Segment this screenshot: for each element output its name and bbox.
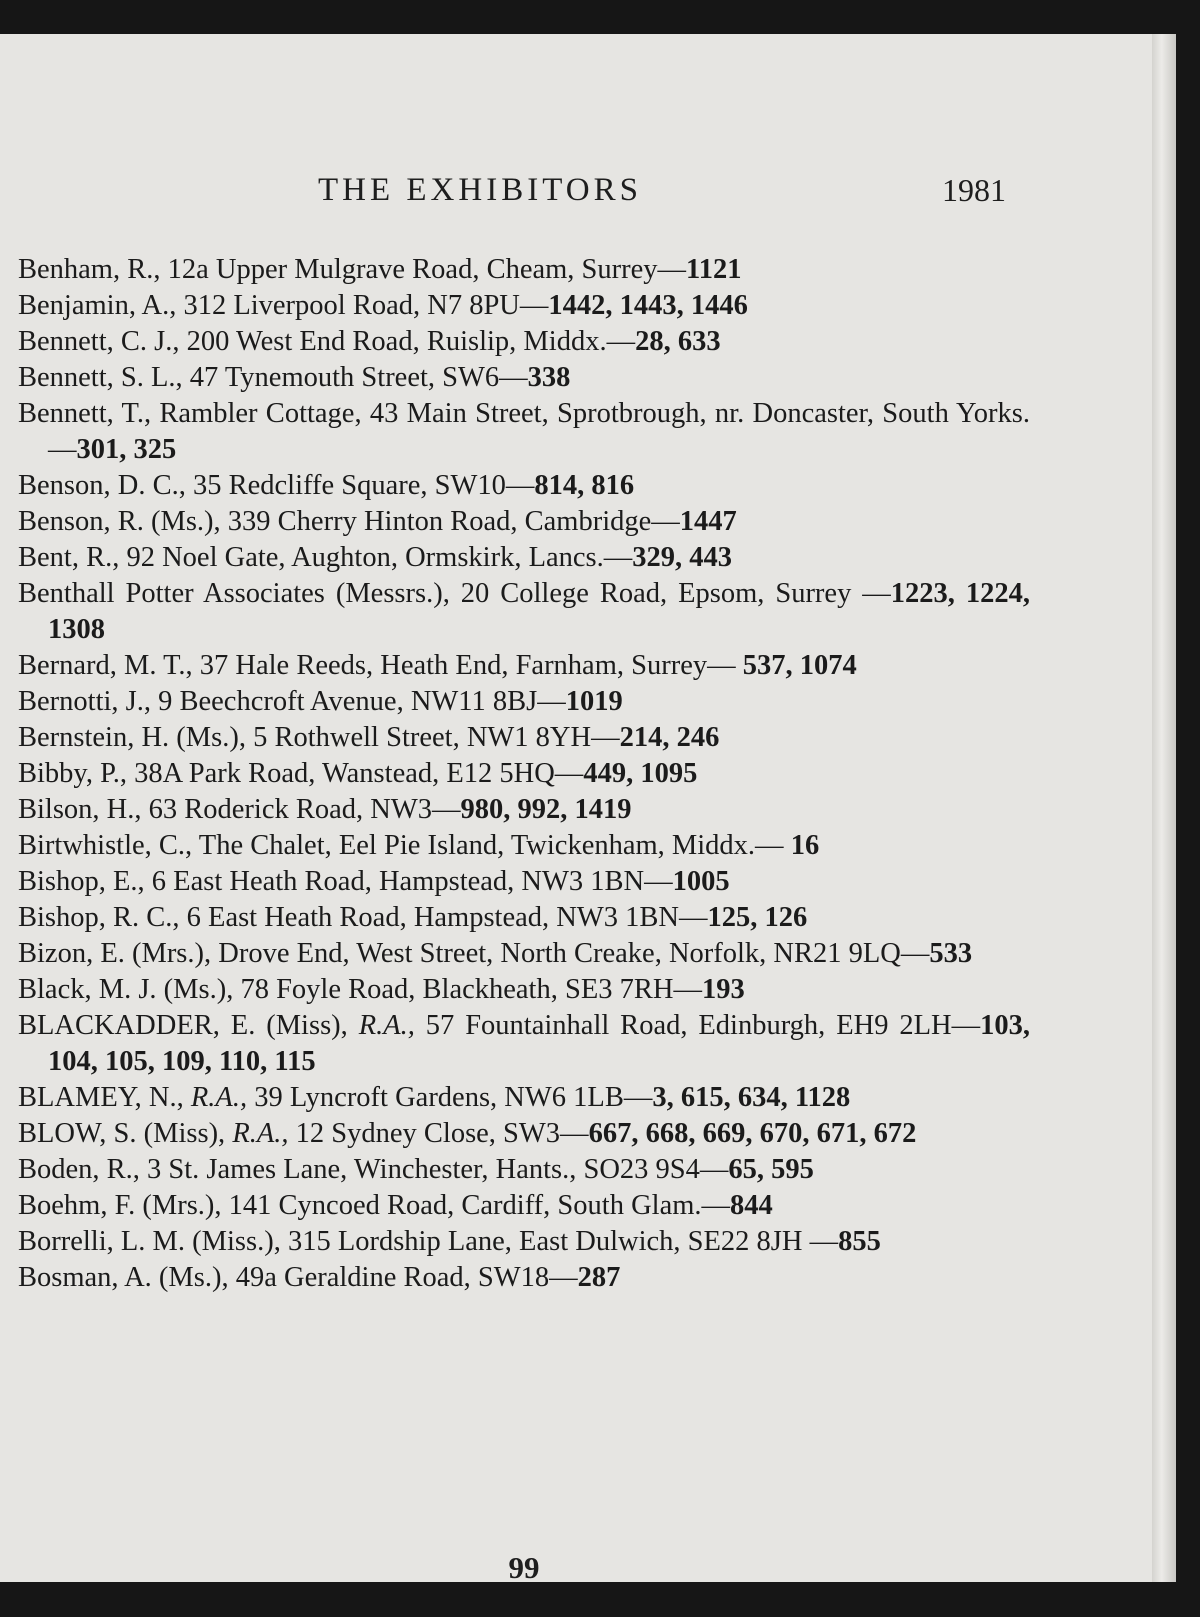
catalogue-numbers: 667, 668, 669, 670, 671, 672	[588, 1118, 917, 1149]
exhibitor-entry: Benham, R., 12a Upper Mulgrave Road, Cheam, Surrey—1121	[18, 254, 742, 285]
catalogue-numbers: 65, 595	[728, 1154, 814, 1185]
catalogue-numbers: 103, 104, 105, 109, 110, 115	[48, 1010, 1030, 1077]
exhibitor-entry: Benson, R. (Ms.), 339 Cherry Hinton Road, Cambridge—1447	[18, 506, 737, 537]
exhibitor-entry: Bilson, H., 63 Roderick Road, NW3—980, 992, 1419	[18, 794, 632, 825]
running-title: THE EXHIBITORS	[318, 172, 642, 208]
exhibitor-entry: Bishop, E., 6 East Heath Road, Hampstead, NW3 1BN—1005	[18, 866, 730, 897]
exhibitor-entry: Borrelli, L. M. (Miss.), 315 Lordship Lane, East Dulwich, SE22 8JH —855	[18, 1226, 881, 1257]
exhibitor-entry-academician: BLAMEY, N., R.A., 39 Lyncroft Gardens, NW6 1LB—3, 615, 634, 1128	[18, 1082, 851, 1113]
catalogue-numbers: 1121	[686, 254, 742, 285]
exhibitor-entry: Boehm, F. (Mrs.), 141 Cyncoed Road, Cardiff, South Glam.—844	[18, 1190, 773, 1221]
book-page	[0, 34, 1152, 1585]
exhibitor-entry: Bernotti, J., 9 Beechcroft Avenue, NW11 8BJ—1019	[18, 686, 623, 717]
catalogue-numbers: 338	[527, 362, 571, 393]
honour-designation: R.A.,	[358, 1010, 415, 1041]
catalogue-numbers: 1019	[565, 686, 623, 717]
page-header	[0, 172, 1152, 212]
catalogue-numbers: 28, 633	[635, 326, 721, 357]
exhibitor-entry: Bernard, M. T., 37 Hale Reeds, Heath End, Farnham, Surrey— 537, 1074	[18, 650, 857, 681]
catalogue-numbers: 814, 816	[534, 470, 635, 501]
honour-designation: R.A.,	[232, 1118, 289, 1149]
catalogue-numbers: 855	[838, 1226, 881, 1257]
catalogue-numbers: 980, 992, 1419	[460, 794, 632, 825]
exhibitor-entry: Bernstein, H. (Ms.), 5 Rothwell Street, NW1 8YH—214, 246	[18, 722, 720, 753]
catalogue-numbers: 1223, 1224, 1308	[48, 578, 1031, 645]
exhibitor-entry: Bennett, C. J., 200 West End Road, Ruislip, Middx.—28, 633	[18, 326, 721, 357]
exhibitor-entry: Bennett, S. L., 47 Tynemouth Street, SW6—338	[18, 362, 571, 393]
page-edge	[1152, 34, 1176, 1582]
exhibitor-entry: Birtwhistle, C., The Chalet, Eel Pie Island, Twickenham, Middx.— 16	[18, 830, 820, 861]
catalogue-numbers: 214, 246	[619, 722, 720, 753]
year-label: 1981	[942, 172, 1006, 208]
exhibitor-entry: Benson, D. C., 35 Redcliffe Square, SW10—814, 816	[18, 470, 635, 501]
exhibitor-list	[18, 252, 1030, 1296]
catalogue-numbers: 329, 443	[632, 542, 733, 573]
exhibitor-entry: Bennett, T., Rambler Cottage, 43 Main Street, Sprotbrough, nr. Doncaster, South Yorks.—301, 325	[18, 398, 1030, 465]
catalogue-numbers: 1442, 1443, 1446	[548, 290, 748, 321]
catalogue-numbers: 193	[701, 974, 745, 1005]
exhibitor-entry: Bizon, E. (Mrs.), Drove End, West Street, North Creake, Norfolk, NR21 9LQ—533	[18, 938, 973, 969]
exhibitor-entry-academician: BLOW, S. (Miss), R.A., 12 Sydney Close, SW3—667, 668, 669, 670, 671, 672	[18, 1118, 917, 1149]
catalogue-numbers: 301, 325	[76, 434, 177, 465]
exhibitor-entry: Bent, R., 92 Noel Gate, Aughton, Ormskirk, Lancs.—329, 443	[18, 542, 733, 573]
catalogue-numbers: 125, 126	[707, 902, 808, 933]
exhibitor-entry: Bibby, P., 38A Park Road, Wanstead, E12 5HQ—449, 1095	[18, 758, 698, 789]
catalogue-numbers: 844	[730, 1190, 773, 1221]
exhibitor-entry: Benthall Potter Associates (Messrs.), 20 College Road, Epsom, Surrey —1223, 1224, 1308	[18, 578, 1031, 645]
catalogue-numbers: 449, 1095	[583, 758, 698, 789]
exhibitor-entry: Bishop, R. C., 6 East Heath Road, Hampstead, NW3 1BN—125, 126	[18, 902, 808, 933]
exhibitor-entry: Black, M. J. (Ms.), 78 Foyle Road, Blackheath, SE3 7RH—193	[18, 974, 745, 1005]
catalogue-numbers: 16	[790, 830, 820, 861]
exhibitor-entry-academician: BLACKADDER, E. (Miss), R.A., 57 Fountainhall Road, Edinburgh, EH9 2LH—103, 104, 105, 109, 110, 115	[18, 1010, 1030, 1077]
page-number: 99	[508, 1550, 540, 1585]
exhibitor-entry: Bosman, A. (Ms.), 49a Geraldine Road, SW18—287	[18, 1262, 621, 1293]
catalogue-numbers: 3, 615, 634, 1128	[652, 1082, 851, 1113]
catalogue-numbers: 533	[929, 938, 973, 969]
catalogue-numbers: 287	[577, 1262, 621, 1293]
catalogue-numbers: 1005	[672, 866, 730, 897]
exhibitor-entry: Boden, R., 3 St. James Lane, Winchester, Hants., SO23 9S4—65, 595	[18, 1154, 814, 1185]
exhibitor-entry: Benjamin, A., 312 Liverpool Road, N7 8PU—1442, 1443, 1446	[18, 290, 748, 321]
honour-designation: R.A.,	[190, 1082, 248, 1113]
catalogue-numbers: 537, 1074	[742, 650, 857, 681]
catalogue-numbers: 1447	[679, 506, 737, 537]
